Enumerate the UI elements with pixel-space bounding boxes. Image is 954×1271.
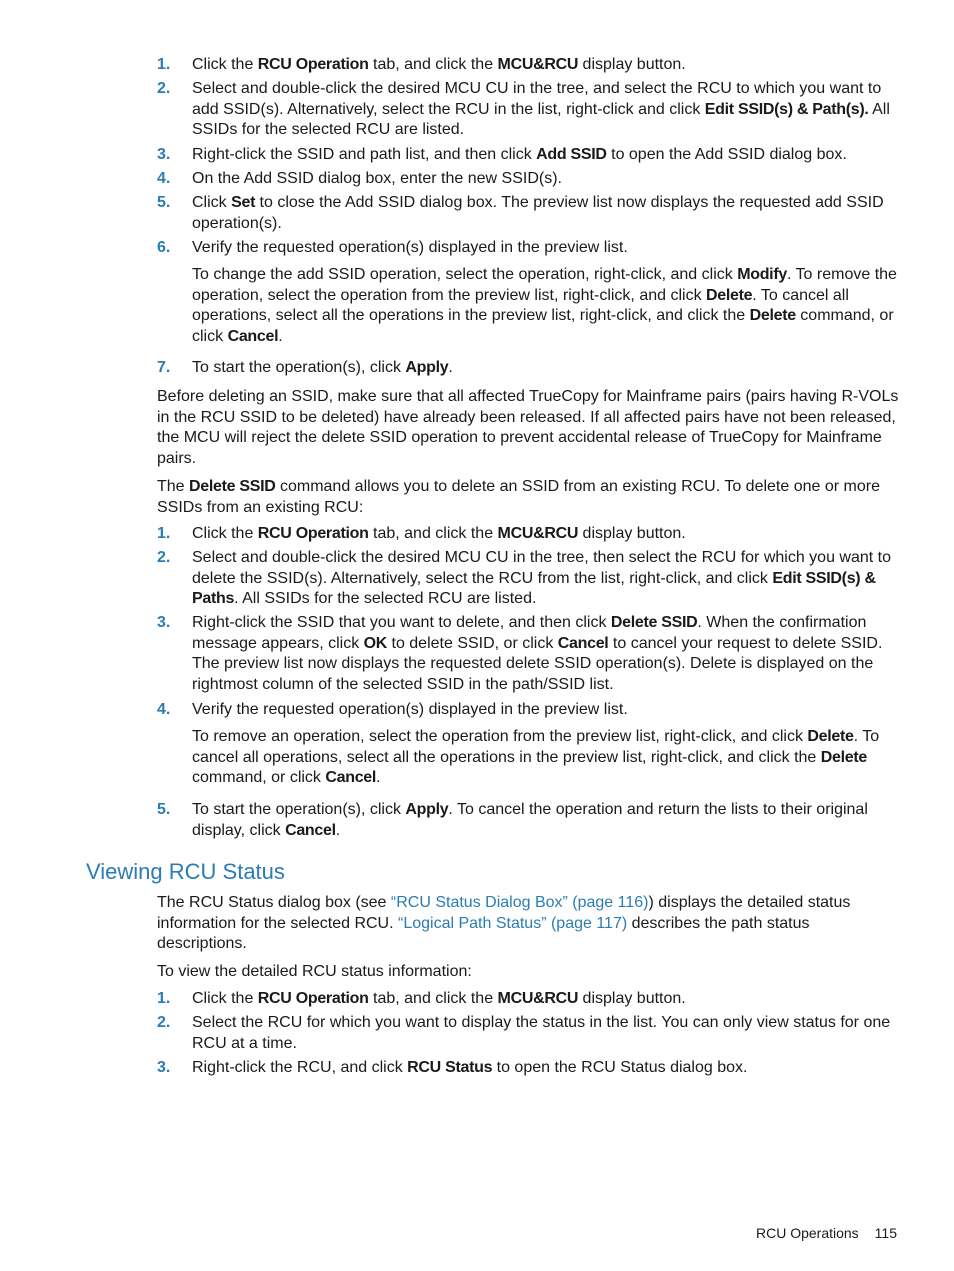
bold-term: MCU&RCU xyxy=(497,990,579,1007)
text-run: command, or click xyxy=(192,769,326,786)
cross-reference-link[interactable]: “Logical Path Status” (page 117) xyxy=(398,914,628,932)
step-note xyxy=(192,265,900,347)
bold-term: Delete xyxy=(807,728,854,745)
text-run: Right-click the SSID and path list, and then click xyxy=(192,146,537,163)
text-run: . xyxy=(448,359,453,376)
text-run: . To cancel all operations, select all the operations in the preview list, right-click, and click the xyxy=(192,728,880,766)
cross-reference-link[interactable]: “RCU Status Dialog Box” (page 116) xyxy=(390,894,649,911)
paragraph xyxy=(157,387,902,469)
bold-term: MCU&RCU xyxy=(497,56,579,73)
text-run: . xyxy=(335,821,341,839)
step-text xyxy=(192,193,900,234)
text-run: to open the Add SSID dialog box. xyxy=(606,146,847,163)
text-run: . All SSIDs for the selected RCU are listed. xyxy=(234,590,537,607)
text-run: Right-click the RCU, and click xyxy=(192,1059,408,1076)
step-number: 2. xyxy=(157,1014,171,1031)
step-text xyxy=(192,700,900,721)
step-number: 1. xyxy=(157,56,171,73)
step-text xyxy=(192,548,900,610)
paragraph xyxy=(157,477,902,518)
text-run: . When the confirmation message appears, click xyxy=(192,614,867,652)
bold-term: Apply xyxy=(405,359,449,376)
text-run: tab, and click the xyxy=(368,56,498,73)
bold-term: Cancel xyxy=(285,821,336,839)
bold-term: RCU Operation xyxy=(257,56,369,73)
text-run: Right-click the SSID that you want to delete, and then click xyxy=(192,614,611,631)
text-run: display button. xyxy=(578,525,686,542)
step-number: 5. xyxy=(157,801,171,818)
step-text xyxy=(192,524,900,545)
step-note xyxy=(192,727,900,789)
footer-section-title: RCU Operations xyxy=(755,1225,859,1241)
step-number: 2. xyxy=(157,80,171,97)
step-number: 3. xyxy=(157,614,171,631)
text-run: command, or click xyxy=(192,307,894,345)
bold-term: Edit SSID(s) & Path(s). xyxy=(704,100,869,118)
text-run: Select and double-click the desired MCU CU in the tree, then select the RCU for which you want to delete the SSID(s). Alternatively, select the RCU from the list, right-click, and click xyxy=(192,549,891,587)
bold-term: RCU Operation xyxy=(257,525,369,542)
step-text xyxy=(192,800,900,841)
text-run: Click the xyxy=(192,525,258,542)
text-run: Select and double-click the desired MCU CU in the tree, and select the RCU to which you want to add SSID(s). Alternatively, select the RCU in the list, right-click and click xyxy=(192,80,882,118)
text-run: to close the Add SSID dialog box. The preview list now displays the requested add SSID operation(s). xyxy=(192,194,884,232)
section-heading: Viewing RCU Status xyxy=(86,859,285,884)
step-number: 4. xyxy=(157,170,171,187)
text-run: display button. xyxy=(578,56,686,73)
text-run: tab, and click the xyxy=(368,525,498,542)
text-run: Verify the requested operation(s) displayed in the preview list. xyxy=(192,701,628,718)
step-number: 1. xyxy=(157,525,171,542)
step-number: 6. xyxy=(157,239,171,256)
bold-term: Cancel xyxy=(557,634,609,652)
page-number: 115 xyxy=(874,1225,897,1241)
bold-term: Edit SSID(s) & Paths xyxy=(192,569,876,607)
step-number: 7. xyxy=(157,359,171,376)
step-number: 4. xyxy=(157,701,171,718)
text-run: All SSIDs for the selected RCU are listed. xyxy=(192,100,890,138)
text-run: display button. xyxy=(578,990,686,1007)
step-text xyxy=(192,989,900,1010)
text-run: Click xyxy=(192,194,232,211)
bold-term: Delete xyxy=(749,307,796,324)
text-run: Click the xyxy=(192,56,258,73)
bold-term: MCU&RCU xyxy=(497,525,579,542)
text-run: To remove an operation, select the operation from the preview list, right-click, and click xyxy=(192,728,808,745)
text-run: . To cancel all operations, select all the operations in the preview list, right-click, and click the xyxy=(192,286,849,324)
text-run: command allows you to delete an SSID from an existing RCU. To delete one or more SSIDs from an existing RCU: xyxy=(157,478,880,516)
text-run: To start the operation(s), click xyxy=(192,801,406,818)
step-text xyxy=(192,1013,900,1054)
text-run: Verify the requested operation(s) displayed in the preview list. xyxy=(192,239,628,256)
step-text xyxy=(192,79,900,141)
step-number: 3. xyxy=(157,1059,171,1076)
text-run: ) displays the detailed status information for the selected RCU. xyxy=(157,894,851,932)
step-number: 2. xyxy=(157,549,171,566)
bold-term: OK xyxy=(363,634,388,652)
text-run: The RCU Status dialog box (see xyxy=(157,894,391,911)
text-run: tab, and click the xyxy=(368,990,498,1007)
bold-term: RCU Operation xyxy=(257,990,369,1007)
text-run: to delete SSID, or click xyxy=(387,634,558,652)
step-number: 1. xyxy=(157,990,171,1007)
text-run: Before deleting an SSID, make sure that all affected TrueCopy for Mainframe pairs (pairs having R-VOLs in the RCU SSID to be deleted) have already been released. If all affected pairs have not been released, the MCU will reject the delete SSID operation to prevent accidental release of TrueCopy for Mainframe pairs. xyxy=(157,388,899,467)
bold-term: Cancel xyxy=(227,327,279,345)
text-run: . xyxy=(278,327,283,345)
step-number: 5. xyxy=(157,194,171,211)
step-text xyxy=(192,358,900,379)
paragraph xyxy=(157,962,902,983)
text-run: . To remove the operation, select the operation from the preview list, right-click, and click xyxy=(192,266,897,304)
bold-term: Delete xyxy=(706,286,753,304)
step-text xyxy=(192,238,900,259)
bold-term: Apply xyxy=(405,801,449,818)
text-run: To change the add SSID operation, select the operation, right-click, and click xyxy=(192,266,738,283)
step-text xyxy=(192,1058,900,1079)
text-run: Click the xyxy=(192,990,258,1007)
text-run: . To cancel the operation and return the lists to their original display, click xyxy=(192,801,868,839)
step-text xyxy=(192,55,900,76)
text-run: To start the operation(s), click xyxy=(192,359,406,376)
bold-term: Delete xyxy=(820,748,867,766)
bold-term: Set xyxy=(231,194,256,211)
bold-term: Delete SSID xyxy=(189,478,276,495)
bold-term: Add SSID xyxy=(536,146,607,163)
text-run: Select the RCU for which you want to display the status in the list. You can only view status for one RCU at a time. xyxy=(192,1014,891,1052)
text-run: To view the detailed RCU status information: xyxy=(157,963,472,980)
bold-term: Cancel xyxy=(325,769,377,786)
step-text xyxy=(192,145,900,166)
text-run: The xyxy=(157,478,190,495)
text-run: . xyxy=(376,769,381,786)
bold-term: Modify xyxy=(737,266,787,283)
step-number: 3. xyxy=(157,146,171,163)
text-run: describes the path status descriptions. xyxy=(157,914,810,952)
step-text xyxy=(192,169,900,190)
paragraph xyxy=(157,893,902,955)
text-run: On the Add SSID dialog box, enter the new SSID(s). xyxy=(192,170,562,187)
page-footer xyxy=(756,1223,897,1244)
text-run: to cancel your request to delete SSID. The preview list now displays the requested delete SSID operation(s). Delete is displayed on the rightmost column of the selected SSID in the path/SSID list. xyxy=(192,634,883,693)
bold-term: Delete SSID xyxy=(610,614,698,631)
text-run: to open the RCU Status dialog box. xyxy=(492,1059,748,1076)
bold-term: RCU Status xyxy=(407,1059,493,1076)
step-text xyxy=(192,613,900,695)
